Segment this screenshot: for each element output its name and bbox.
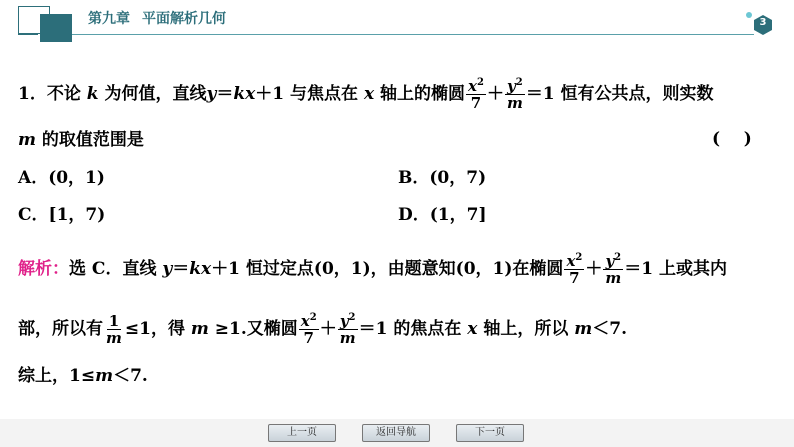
option-c: C．[1，7) <box>18 205 106 225</box>
text: ＜7. <box>592 319 627 339</box>
text: ≥1.又椭圆 <box>214 319 298 339</box>
header-title <box>88 8 238 28</box>
text: 不论 <box>46 84 81 104</box>
frac-num: x <box>300 312 310 330</box>
var-m: m <box>95 366 114 386</box>
fraction-y2-m <box>338 313 358 346</box>
frac-den: m <box>506 94 523 112</box>
header-rule-left <box>18 34 38 35</box>
solution-line-2 <box>18 313 627 346</box>
text: 的取值范围是 <box>41 130 144 150</box>
text: ＝1 的焦点在 <box>358 319 462 339</box>
var-y: y <box>206 84 217 104</box>
frac-num: 1 <box>108 312 120 330</box>
var-kx: kx <box>189 259 212 279</box>
text: ＜7. <box>113 366 148 386</box>
text: ＋ <box>319 319 337 339</box>
header-deco-square-filled <box>40 14 72 42</box>
var-x: x <box>467 319 478 339</box>
solution-line-3 <box>18 364 148 388</box>
var-y: y <box>162 259 173 279</box>
next-page-button[interactable]: 下一页 <box>456 424 524 442</box>
var-m: m <box>574 319 593 339</box>
text: ＋ <box>585 259 603 279</box>
text: ＝1 上或其内 <box>624 259 727 279</box>
badge-dot-icon <box>746 12 752 18</box>
page-number-badge <box>752 14 774 36</box>
fraction-x2-7 <box>299 313 319 346</box>
page-number: 3 <box>759 17 767 28</box>
question-number: 1． <box>18 84 47 104</box>
frac-num: y <box>605 252 615 270</box>
answer-parentheses: ( ) <box>712 129 752 149</box>
text: 为何值，直线 <box>104 84 207 104</box>
header-rule <box>72 34 754 35</box>
frac-den: 7 <box>569 269 580 287</box>
prev-page-button[interactable]: 上一页 <box>268 424 336 442</box>
question-line-1 <box>18 78 714 111</box>
var-kx: kx <box>233 84 256 104</box>
frac-num: y <box>339 312 349 330</box>
text: 轴上的椭圆 <box>380 84 466 104</box>
frac-num: x <box>566 252 576 270</box>
text: 综上，1≤ <box>18 366 96 386</box>
solution-line-1 <box>18 253 727 286</box>
frac-den: 7 <box>303 329 314 347</box>
exp: 2 <box>515 77 523 88</box>
var-m: m <box>190 319 209 339</box>
chapter-label: 第九章 <box>88 11 130 27</box>
solution-label: 解析： <box>18 259 69 279</box>
back-to-nav-button[interactable]: 返回导航 <box>362 424 430 442</box>
option-a: A．(0，1) <box>18 168 105 188</box>
option-d: D．(1，7] <box>398 205 487 225</box>
text: ＋ <box>486 84 504 104</box>
text: ≤1，得 <box>124 319 185 339</box>
text: 部，所以有 <box>18 319 103 339</box>
text: 选 C．直线 <box>69 259 157 279</box>
frac-num: x <box>468 77 477 95</box>
fraction-1-m <box>104 313 124 346</box>
var-k: k <box>86 84 99 104</box>
frac-den: m <box>339 329 356 347</box>
frac-den: m <box>106 329 122 347</box>
text: ＝ <box>216 84 234 104</box>
text: ＋1 恒过定点(0，1)，由题意知(0，1)在椭圆 <box>211 259 564 279</box>
frac-den: 7 <box>470 94 482 112</box>
text: ＝1 恒有公共点，则实数 <box>525 84 714 104</box>
fraction-x2-7 <box>564 253 584 286</box>
exp: 2 <box>309 312 317 323</box>
exp: 2 <box>575 252 583 263</box>
frac-num: y <box>507 77 516 95</box>
exp: 2 <box>476 77 484 88</box>
question-line-2 <box>18 128 144 152</box>
text: ＋1 与焦点在 <box>255 84 359 104</box>
var-x: x <box>363 84 375 104</box>
exp: 2 <box>348 312 356 323</box>
section-label: 平面解析几何 <box>142 11 226 27</box>
text: 轴上，所以 <box>483 319 569 339</box>
fraction-x2-7 <box>466 78 486 111</box>
frac-den: m <box>605 269 622 287</box>
fraction-y2-m <box>603 253 623 286</box>
var-m: m <box>18 130 36 150</box>
text: ＝ <box>172 259 190 279</box>
exp: 2 <box>614 252 622 263</box>
fraction-y2-m <box>505 78 525 111</box>
option-b: B．(0，7) <box>398 168 487 188</box>
